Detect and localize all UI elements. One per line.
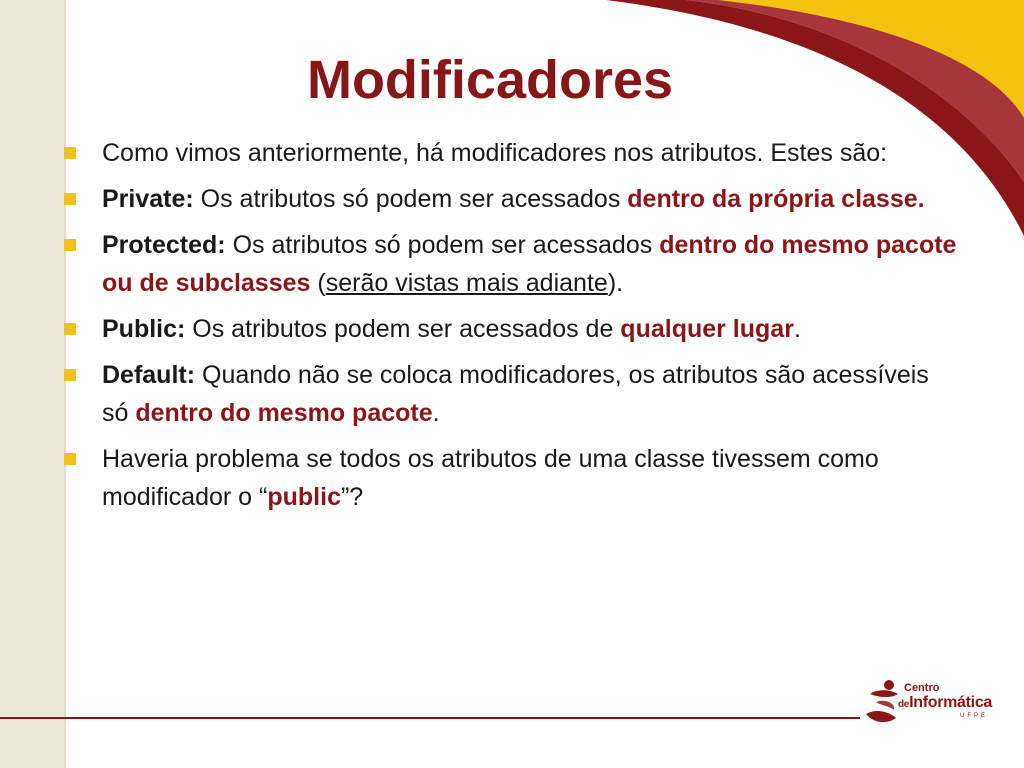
bullet-keyword: Public: — [102, 315, 186, 343]
square-bullet-icon — [64, 453, 76, 465]
bullet-underlined-text: serão vistas mais adiante — [325, 269, 608, 297]
bullet-item — [60, 310, 960, 348]
bullet-item — [60, 134, 960, 172]
slide-title: Modificadores — [306, 50, 674, 110]
centro-de-informatica-logo — [862, 676, 1002, 728]
bullet-list — [60, 134, 960, 524]
square-bullet-icon — [64, 193, 76, 205]
bullet-text: Como vimos anteriormente, há modificadores nos atributos. Estes são: — [102, 139, 888, 167]
square-bullet-icon — [64, 147, 76, 159]
bullet-highlight: dentro da própria classe. — [627, 185, 925, 213]
bullet-highlight: public — [267, 483, 341, 511]
bullet-highlight: dentro do mesmo pacote — [135, 399, 433, 427]
bullet-item — [60, 440, 960, 516]
bullet-item — [60, 226, 960, 302]
bullet-text: ”? — [340, 483, 364, 511]
bullet-highlight: dentro do mesmo pacote ou de subclasses — [102, 231, 957, 297]
footer-divider — [0, 717, 860, 719]
logo-line-2-prefix: de — [898, 699, 910, 710]
bullet-text: Os atributos só podem ser acessados — [225, 231, 660, 259]
bullet-text: . — [793, 315, 801, 343]
logo-line-3: UFPE — [960, 713, 989, 719]
square-bullet-icon — [64, 239, 76, 251]
bullet-highlight: qualquer lugar — [620, 315, 794, 343]
bullet-text: . — [432, 399, 440, 427]
bullet-text: Os atributos podem ser acessados de — [185, 315, 621, 343]
bullet-text: Haveria problema se todos os atributos de uma classe tivessem como modificador o “ — [102, 445, 879, 511]
logo-line-2-main: Informática — [909, 694, 993, 711]
bullet-item — [60, 356, 960, 432]
square-bullet-icon — [64, 323, 76, 335]
bullet-keyword: Protected: — [102, 231, 226, 259]
bullet-keyword: Private: — [102, 185, 194, 213]
bullet-text: Os atributos só podem ser acessados — [193, 185, 628, 213]
bullet-text: Quando não se coloca modificadores, os atributos são acessíveis só — [102, 361, 929, 427]
bullet-keyword: Default: — [102, 361, 196, 389]
bullet-text: ( — [310, 269, 326, 297]
bullet-text: ). — [607, 269, 624, 297]
square-bullet-icon — [64, 369, 76, 381]
logo-line-2 — [898, 694, 992, 712]
logo-line-1: Centro — [904, 682, 940, 694]
bullet-item — [60, 180, 960, 218]
